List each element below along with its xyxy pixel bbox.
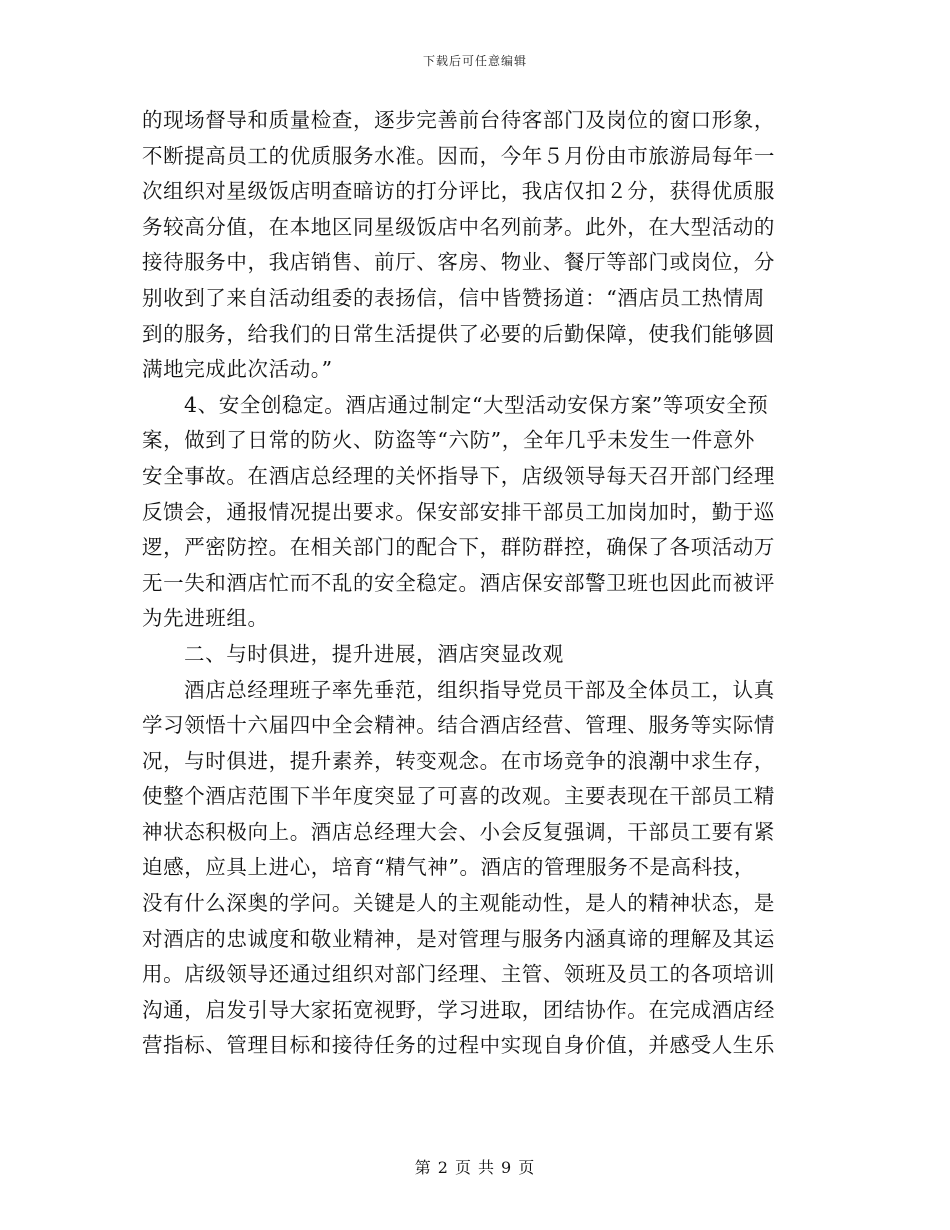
text-line: 沟通，启发引导大家拓宽视野，学习进取，团结协作。在完成酒店经	[142, 997, 775, 1022]
text-line: 况，与时俱进，提升素养，转变观念。在市场竞争的浪潮中求生存，	[142, 748, 775, 773]
page-label-prefix: 第	[414, 1158, 432, 1177]
text-line: 神状态积极向上。酒店总经理大会、小会反复强调，干部员工要有紧	[142, 819, 775, 844]
page-label-suffix: 页	[518, 1158, 536, 1177]
paragraph-start-line: 酒店总经理班子率先垂范，组织指导党员干部及全体员工，认真	[184, 677, 775, 702]
text-line: 对酒店的忠诚度和敬业精神，是对管理与服务内涵真谛的理解及其运	[142, 926, 775, 951]
text-line: 为先进班组。	[142, 606, 269, 631]
text-line: 满地完成此次活动。”	[142, 357, 333, 382]
text-line: 无一失和酒店忙而不乱的安全稳定。酒店保安部警卫班也因此而被评	[142, 570, 775, 595]
paragraph-start-line: 4、安全创稳定。酒店通过制定“大型活动安保方案”等项安全预	[184, 392, 769, 417]
total-pages: 9	[501, 1158, 513, 1177]
text-line: 安全事故。在酒店总经理的关怀指导下，店级领导每天召开部门经理	[142, 463, 775, 488]
text-line: 反馈会，通报情况提出要求。保安部安排干部员工加岗加时，勤于巡	[142, 499, 775, 524]
text-line: 学习领悟十六届四中全会精神。结合酒店经营、管理、服务等实际情	[142, 713, 775, 738]
page-header: 下载后可任意编辑	[422, 54, 527, 68]
section-heading: 二、与时俱进，提升进展，酒店突显改观	[184, 641, 564, 666]
page-number: 2	[437, 1158, 449, 1177]
text-line: 别收到了来自活动组委的表扬信，信中皆赞扬道：“酒店员工热情周	[142, 285, 765, 310]
text-line: 接待服务中，我店销售、前厅、客房、物业、餐厅等部门或岗位，分	[142, 250, 775, 275]
text-line: 没有什么深奥的学问。关键是人的主观能动性，是人的精神状态，是	[142, 891, 775, 916]
page-footer	[0, 1155, 950, 1178]
text-line: 使整个酒店范围下半年度突显了可喜的改观。主要表现在干部员工精	[142, 784, 775, 809]
text-line: 不断提高员工的优质服务水准。因而，今年５月份由市旅游局每年一	[142, 143, 775, 168]
text-line: 到的服务，给我们的日常生活提供了必要的后勤保障，使我们能够圆	[142, 321, 775, 346]
text-line: 逻，严密防控。在相关部门的配合下，群防群控，确保了各项活动万	[142, 535, 775, 560]
text-line: 营指标、管理目标和接待任务的过程中实现自身价值，并感受人生乐	[142, 1033, 775, 1058]
text-line: 务较高分值，在本地区同星级饭店中名列前茅。此外，在大型活动的	[142, 214, 775, 239]
body-text	[142, 103, 810, 1064]
page-label-mid: 页 共	[454, 1158, 496, 1177]
text-line: 次组织对星级饭店明查暗访的打分评比，我店仅扣２分，获得优质服	[142, 179, 775, 204]
text-line: 用。店级领导还通过组织对部门经理、主管、领班及员工的各项培训	[142, 962, 775, 987]
text-line: 案，做到了日常的防火、防盗等“六防”，全年几乎未发生一件意外	[142, 428, 755, 453]
text-line: 的现场督导和质量检查，逐步完善前台待客部门及岗位的窗口形象，	[142, 108, 775, 132]
text-line: 迫感，应具上进心，培育“精气神”。酒店的管理服务不是高科技，	[142, 855, 755, 880]
